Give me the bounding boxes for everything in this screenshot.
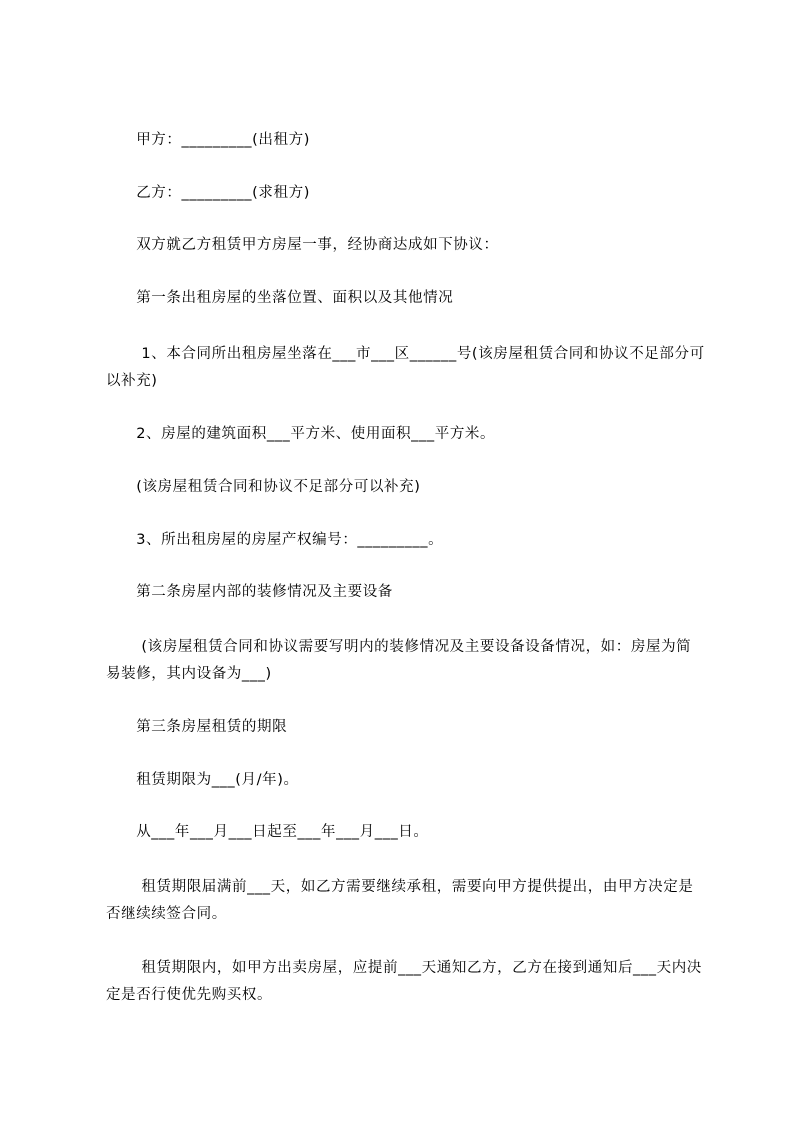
article-1-item-2: 2、房屋的建筑面积___平方米、使用面积___平方米。 bbox=[106, 426, 496, 442]
lease-term-line: 租赁期限为___(月/年)。 bbox=[106, 772, 299, 788]
lease-dates-line: 从___年___月___日起至___年___月___日。 bbox=[106, 824, 429, 840]
article-1-item-1: 1、本合同所出租房屋坐落在___市___区______号(该房屋租赁合同和协议不足部分可以补充) bbox=[106, 346, 705, 389]
article-2-heading: 第二条房屋内部的装修情况及主要设备 bbox=[106, 584, 393, 600]
article-1-note: (该房屋租赁合同和协议不足部分可以补充) bbox=[106, 479, 421, 495]
article-3-heading: 第三条房屋租赁的期限 bbox=[106, 719, 288, 735]
agreement-intro: 双方就乙方租赁甲方房屋一事，经协商达成如下协议： bbox=[106, 237, 499, 253]
party-a-line: 甲方：_________(出租方) bbox=[106, 132, 310, 148]
article-1-heading: 第一条出租房屋的坐落位置、面积以及其他情况 bbox=[106, 290, 454, 306]
article-1-item-3: 3、所出租房屋的房屋产权编号：_________。 bbox=[106, 532, 444, 548]
party-b-line: 乙方：_________(求租方) bbox=[106, 185, 310, 201]
preemption-clause: 租赁期限内，如甲方出卖房屋，应提前___天通知乙方，乙方在接到通知后___天内决定是否行使优先购买权。 bbox=[106, 960, 702, 1003]
article-2-note: (该房屋租赁合同和协议需要写明内的装修情况及主要设备设备情况，如：房屋为简易装修，其内设备为___) bbox=[106, 639, 692, 682]
renewal-clause: 租赁期限届满前___天，如乙方需要继续承租，需要向甲方提供提出，由甲方决定是否继续续签合同。 bbox=[106, 879, 694, 922]
